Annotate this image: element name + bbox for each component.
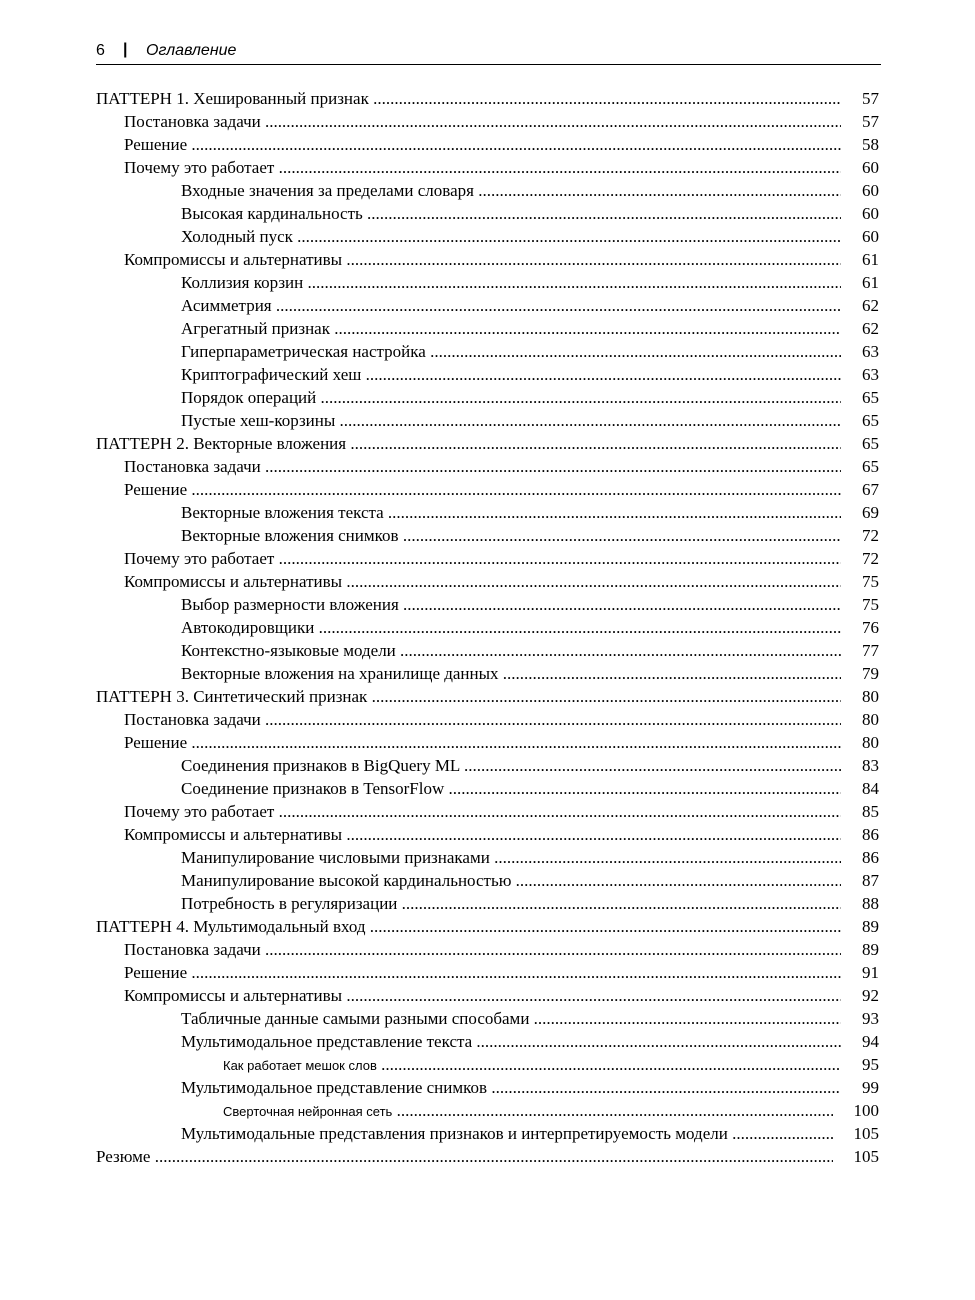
toc-entry-title: Мультимодальное представление текста ..... [181,1030,841,1053]
toc-entry-page: 88 [862,894,879,913]
toc-entry-title: Компромиссы и альтернативы ..... [124,570,841,593]
toc-entry [96,1076,879,1099]
toc-entry [96,800,879,823]
toc-entry-title: Почему это работает ..... [124,800,841,823]
toc-entry-page: 83 [862,756,879,775]
toc-entry-page: 85 [862,802,879,821]
toc-entry-title: Постановка задачи ..... [124,455,841,478]
toc-entry-page: 75 [862,595,879,614]
toc-entry [96,1099,879,1122]
toc-entry [96,869,879,892]
toc-entry [96,915,879,938]
toc-entry-page: 60 [862,181,879,200]
toc-entry-title: Манипулирование числовыми признаками ..... [181,846,841,869]
toc-entry-page: 76 [862,618,879,637]
toc-entry-page: 100 [853,1101,879,1120]
toc-entry-page: 89 [862,940,879,959]
toc-entry [96,593,879,616]
toc-entry-title: Векторные вложения на хранилище данных ..... [181,662,841,685]
toc-entry-title: Входные значения за пределами словаря ..... [181,179,841,202]
toc-entry [96,984,879,1007]
toc-entry-page: 61 [862,273,879,292]
toc-entry [96,685,879,708]
toc-entry-title: Резюме ..... [96,1145,833,1168]
toc-entry-page: 93 [862,1009,879,1028]
toc-entry-title: Постановка задачи ..... [124,938,841,961]
toc-entry-page: 80 [862,733,879,752]
toc-entry-title: ПАТТЕРН 1. Хешированный признак ..... [96,87,841,110]
toc-entry-title: ПАТТЕРН 3. Синтетический признак ..... [96,685,841,708]
toc-entry-page: 75 [862,572,879,591]
toc-entry [96,1030,879,1053]
toc-entry-title: Компромиссы и альтернативы ..... [124,248,841,271]
toc-entry-title: Решение ..... [124,961,841,984]
toc-entry-page: 60 [862,204,879,223]
toc-entry [96,1053,879,1076]
toc-entry-title: ПАТТЕРН 4. Мультимодальный вход ..... [96,915,841,938]
toc-entry-page: 99 [862,1078,879,1097]
toc-entry [96,294,879,317]
toc-entry-page: 65 [862,388,879,407]
toc-entry-title: Коллизия корзин ..... [181,271,841,294]
toc-entry-title: Высокая кардинальность ..... [181,202,841,225]
toc-entry-page: 86 [862,825,879,844]
toc-entry-title: Соединение признаков в TensorFlow ..... [181,777,841,800]
toc-entry-title: Порядок операций ..... [181,386,841,409]
toc-entry-title: Манипулирование высокой кардинальностью ..... [181,869,841,892]
toc-entry [96,156,879,179]
toc-entry-title: Компромиссы и альтернативы ..... [124,823,841,846]
toc-entry-title: Постановка задачи ..... [124,708,841,731]
toc-entry-page: 63 [862,365,879,384]
toc-entry [96,846,879,869]
toc-entry-title: Потребность в регуляризации ..... [181,892,841,915]
toc-entry-page: 87 [862,871,879,890]
toc-entry-page: 95 [862,1055,879,1074]
toc-entry-page: 86 [862,848,879,867]
toc-entry [96,478,879,501]
toc-entry [96,1007,879,1030]
toc-entry [96,524,879,547]
toc-entry-page: 65 [862,411,879,430]
toc-entry [96,409,879,432]
toc-entry [96,202,879,225]
toc-entry-title: Выбор размерности вложения ..... [181,593,841,616]
toc-entry-title: Почему это работает ..... [124,156,841,179]
toc-entry [96,731,879,754]
toc-entry [96,317,879,340]
toc-entry-page: 62 [862,296,879,315]
toc-entry-title: Гиперпараметрическая настройка ..... [181,340,841,363]
toc-entry [96,1145,879,1168]
toc-entry [96,271,879,294]
toc-entry-page: 72 [862,549,879,568]
toc-entry-title: Асимметрия ..... [181,294,841,317]
toc-entry-title: Решение ..... [124,478,841,501]
toc-entry-page: 89 [862,917,879,936]
toc-entry-page: 72 [862,526,879,545]
toc-entry-title: Почему это работает ..... [124,547,841,570]
toc-entry-page: 61 [862,250,879,269]
toc-entry-title: ПАТТЕРН 2. Векторные вложения ..... [96,432,841,455]
header-separator: | [123,41,128,58]
toc-entry-page: 67 [862,480,879,499]
toc-entry-page: 65 [862,457,879,476]
toc-entry-page: 79 [862,664,879,683]
toc-entry-title: Мультимодальные представления признаков и интерпретируемость модели ..... [181,1122,833,1145]
toc-entry-page: 60 [862,227,879,246]
toc-entry-page: 84 [862,779,879,798]
toc-entry-title: Соединения признаков в BigQuery ML ..... [181,754,841,777]
toc-entry [96,432,879,455]
toc-entry-page: 105 [853,1124,879,1143]
toc-entry-title: Табличные данные самыми разными способами ..... [181,1007,841,1030]
header-rule [96,64,881,65]
toc-entry-title: Мультимодальное представление снимков ..... [181,1076,841,1099]
toc-entry [96,133,879,156]
toc-entry-page: 63 [862,342,879,361]
toc-entry-title: Агрегатный признак ..... [181,317,841,340]
toc-entry [96,570,879,593]
toc-entry-title: Компромиссы и альтернативы ..... [124,984,841,1007]
toc-entry [96,754,879,777]
toc-entry-title: Пустые хеш-корзины ..... [181,409,841,432]
toc-entry-title: Векторные вложения снимков ..... [181,524,841,547]
toc-entry [96,386,879,409]
toc-entry [96,961,879,984]
toc-entry-page: 57 [862,112,879,131]
toc-entry-title: Контекстно-языковые модели ..... [181,639,841,662]
toc-entry-page: 62 [862,319,879,338]
toc-entry [96,501,879,524]
toc-entry-title: Векторные вложения текста ..... [181,501,841,524]
toc-entry-page: 92 [862,986,879,1005]
toc-entry-title: Криптографический хеш ..... [181,363,841,386]
running-title: Оглавление [146,42,237,59]
toc-entry [96,87,879,110]
toc-entry [96,662,879,685]
toc-entry [96,340,879,363]
toc-entry [96,639,879,662]
toc-entry-page: 105 [853,1147,879,1166]
toc-entry-page: 57 [862,89,879,108]
page-number: 6 [96,42,105,59]
toc-entry [96,225,879,248]
toc-entry-title: Постановка задачи ..... [124,110,841,133]
page-header [96,40,881,64]
toc-entry [96,363,879,386]
toc-entry-title: Автокодировщики ..... [181,616,841,639]
toc-entry [96,777,879,800]
toc-entry [96,708,879,731]
toc-entry [96,616,879,639]
toc-entry-title: Решение ..... [124,133,841,156]
toc-entry-title: Холодный пуск ..... [181,225,841,248]
toc-entry [96,455,879,478]
toc-entry-page: 91 [862,963,879,982]
toc-entry [96,823,879,846]
toc-entry [96,547,879,570]
toc-entry-title: Как работает мешок слов ..... [223,1053,841,1077]
toc-entry [96,1122,879,1145]
toc-entry [96,110,879,133]
toc-entry-title: Решение ..... [124,731,841,754]
toc-entry [96,892,879,915]
toc-entry-page: 65 [862,434,879,453]
toc-entry-page: 58 [862,135,879,154]
table-of-contents [96,87,879,1168]
toc-entry-page: 69 [862,503,879,522]
toc-entry-page: 77 [862,641,879,660]
toc-entry-title: Сверточная нейронная сеть ..... [223,1099,833,1123]
toc-entry [96,179,879,202]
toc-entry-page: 60 [862,158,879,177]
toc-entry [96,938,879,961]
toc-entry-page: 80 [862,687,879,706]
toc-entry-page: 94 [862,1032,879,1051]
toc-entry [96,248,879,271]
toc-entry-page: 80 [862,710,879,729]
